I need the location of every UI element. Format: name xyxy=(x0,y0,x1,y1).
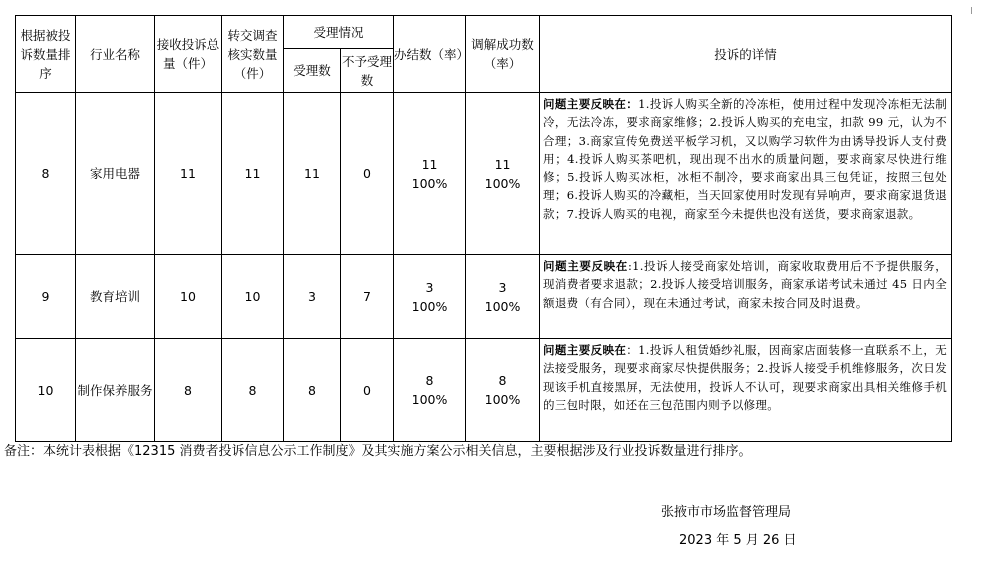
mediated-rate: 100% xyxy=(484,392,521,407)
table-row xyxy=(16,339,952,442)
cell-not-accepted: 0 xyxy=(341,339,394,442)
cell-rank: 10 xyxy=(16,339,76,442)
cell-industry: 家用电器 xyxy=(76,93,155,255)
header-closed: 办结数（率） xyxy=(394,16,466,93)
closed-rate: 100% xyxy=(411,298,448,314)
cell-industry: 制作保养服务 xyxy=(76,339,155,442)
issuing-organization: 张掖市市场监督管理局 xyxy=(661,505,792,520)
cell-closed xyxy=(394,93,466,255)
header-details: 投诉的详情 xyxy=(540,16,952,93)
cell-not-accepted: 7 xyxy=(341,255,394,339)
cell-industry: 教育培训 xyxy=(76,255,155,339)
cell-details xyxy=(540,255,952,339)
cell-mediated xyxy=(466,93,540,255)
cell-details xyxy=(540,93,952,255)
cell-accepted: 8 xyxy=(284,339,341,442)
mediated-count: 3 xyxy=(498,279,507,295)
cell-received: 11 xyxy=(155,93,222,255)
cell-mediated xyxy=(466,255,540,339)
cell-accepted: 11 xyxy=(284,93,341,255)
cell-not-accepted: 0 xyxy=(341,93,394,255)
table-header-row-1 xyxy=(16,16,952,49)
footnote: 备注：本统计表根据《12315 消费者投诉信息公示工作制度》及其实施方案公示相关信息，主要根据涉及行业投诉数量进行排序。 xyxy=(4,444,752,459)
header-industry: 行业名称 xyxy=(76,16,155,93)
closed-rate: 100% xyxy=(411,392,448,407)
cell-details xyxy=(540,339,952,442)
closed-count: 11 xyxy=(421,156,438,172)
detail-lead: 问题主要反映在 xyxy=(543,343,627,357)
cell-accepted: 3 xyxy=(284,255,341,339)
header-not-accepted: 不予受理数 xyxy=(341,49,394,93)
cell-transferred: 10 xyxy=(222,255,284,339)
cell-received: 8 xyxy=(155,339,222,442)
mediated-count: 8 xyxy=(498,373,507,388)
detail-text: :1.投诉人接受商家处培训，商家收取费用后不予提供服务，现消费者要求退款；2.投诉人接受培训服务，商家承诺考试未通过 45 日内全额退费（有合同），现在未通过考试，商家未按合同及时退费。 xyxy=(543,259,948,310)
cell-received: 10 xyxy=(155,255,222,339)
cell-closed xyxy=(394,339,466,442)
cell-rank: 8 xyxy=(16,93,76,255)
cell-mediated xyxy=(466,339,540,442)
detail-text: 1.投诉人购买全新的冷冻柜，使用过程中发现冷冻柜无法制冷，无法冷冻，要求商家维修；2.投诉人购买的充电宝，扣款 99 元，认为不合理；3.商家宣传免费送平板学习机，又以购学习软件为由诱导投诉人支付费用；4.投诉人购买茶吧机，现出现不出水的质量问题，要求商家尽快进行维修；5.投诉人购买冰柜，冰柜不制冷，要求商家出具三包凭证，按照三包处理；6.投诉人购买的冷藏柜，当天回家使用时发现有异响声，要求商家退货退款；7.投诉人购买的电视，商家至今未提供也没有送货，要求商家退款。 xyxy=(543,97,948,221)
cell-rank: 9 xyxy=(16,255,76,339)
header-acceptance-group: 受理情况 xyxy=(284,16,394,49)
cell-closed xyxy=(394,255,466,339)
table-row xyxy=(16,93,952,255)
table-row xyxy=(16,255,952,339)
closed-count: 8 xyxy=(425,373,434,388)
header-rank: 根据被投诉数量排序 xyxy=(16,16,76,93)
cell-transferred: 8 xyxy=(222,339,284,442)
mediated-rate: 100% xyxy=(484,175,521,191)
page-corner-mark xyxy=(971,7,974,14)
header-accepted: 受理数 xyxy=(284,49,341,93)
issue-date: 2023 年 5 月 26 日 xyxy=(679,533,797,548)
detail-lead: 问题主要反映在 xyxy=(543,259,628,273)
header-received: 接收投诉总量（件） xyxy=(155,16,222,93)
detail-lead: 问题主要反映在： xyxy=(543,97,639,111)
complaint-table xyxy=(15,15,952,442)
cell-transferred: 11 xyxy=(222,93,284,255)
detail-text: ：1.投诉人租赁婚纱礼服，因商家店面装修一直联系不上，无法接受服务，现要求商家尽快提供服务；2.投诉人接受手机维修服务，次日发现该手机直接黑屏，无法使用，投诉人不认可，现要求商家出具相关维修手机的三包时限，如还在三包范围内则予以修理。 xyxy=(543,343,948,412)
closed-rate: 100% xyxy=(411,175,448,191)
mediated-rate: 100% xyxy=(484,298,521,314)
header-mediated: 调解成功数（率） xyxy=(466,16,540,93)
header-transferred: 转交调查核实数量（件） xyxy=(222,16,284,93)
closed-count: 3 xyxy=(425,279,434,295)
mediated-count: 11 xyxy=(494,156,511,172)
